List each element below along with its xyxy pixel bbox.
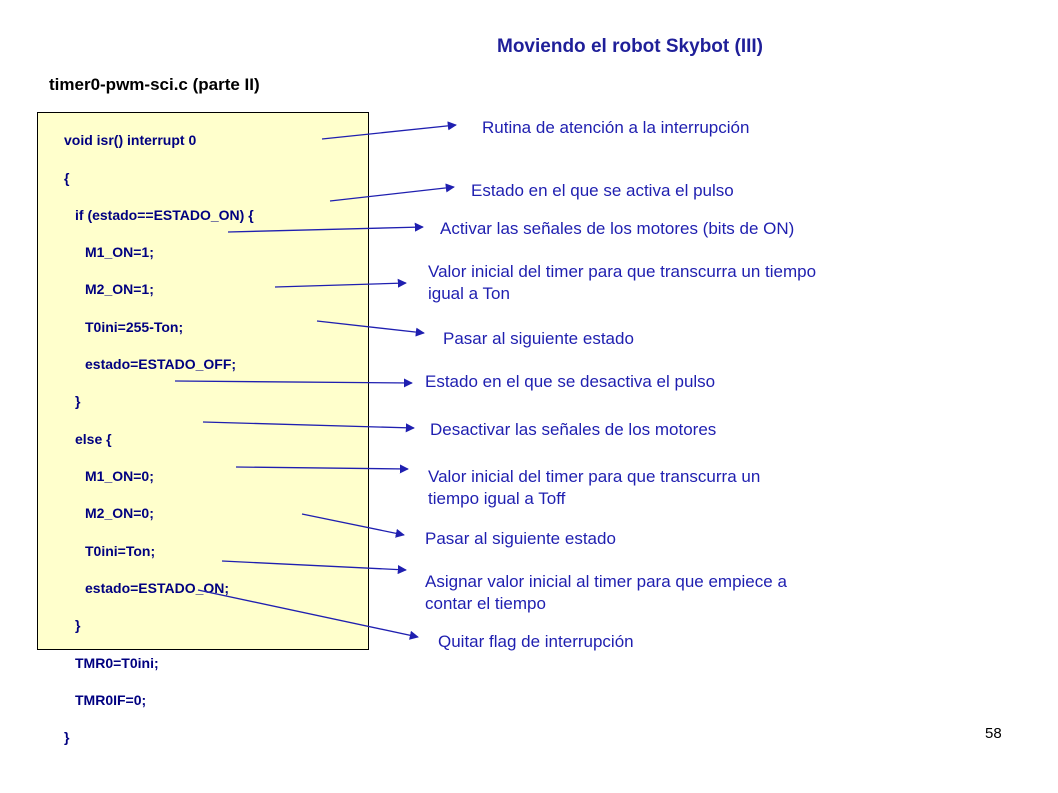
annotation-line: Estado en el que se activa el pulso (471, 181, 734, 200)
annotation-line: Desactivar las señales de los motores (430, 420, 717, 439)
code-line: void isr() interrupt 0 (64, 132, 197, 148)
annotation-line: Estado en el que se desactiva el pulso (425, 372, 716, 391)
code-line: TMR0=T0ini; (75, 655, 159, 671)
arrow (236, 467, 408, 469)
code-line: } (64, 729, 70, 745)
annotation-line: Pasar al siguiente estado (443, 329, 634, 348)
arrow (228, 227, 423, 232)
arrow (322, 125, 456, 139)
slide-title: Moviendo el robot Skybot (III) (497, 36, 763, 57)
annotation-line: Activar las señales de los motores (bits de ON) (440, 219, 795, 238)
annotation-line: igual a Ton (428, 284, 510, 303)
annotation-line: Valor inicial del timer para que transcurra un (428, 467, 761, 486)
arrow (198, 590, 418, 637)
arrow (330, 187, 454, 201)
arrow (222, 561, 406, 570)
code-line: M2_ON=1; (85, 281, 154, 297)
arrow (302, 514, 404, 535)
code-line: estado=ESTADO_ON; (85, 580, 230, 596)
annotation-line: Quitar flag de interrupción (438, 632, 634, 651)
code-line: TMR0IF=0; (75, 692, 147, 708)
page-number: 58 (985, 725, 1002, 742)
arrow (203, 422, 414, 428)
slide-subtitle: timer0-pwm-sci.c (parte II) (49, 75, 260, 94)
annotation-line: Rutina de atención a la interrupción (482, 118, 750, 137)
annotation-line: Pasar al siguiente estado (425, 529, 616, 548)
code-line: T0ini=Ton; (85, 543, 156, 559)
arrow (275, 283, 406, 287)
arrow (317, 321, 424, 333)
code-line: M2_ON=0; (85, 505, 154, 521)
annotation-line: Valor inicial del timer para que transcurra un tiempo (428, 262, 817, 281)
arrow (175, 381, 412, 383)
code-line: else { (75, 431, 112, 447)
code-line: if (estado==ESTADO_ON) { (75, 207, 254, 223)
code-line: M1_ON=1; (85, 244, 154, 260)
code-line: T0ini=255-Ton; (85, 319, 184, 335)
code-line: M1_ON=0; (85, 468, 154, 484)
annotation-line: contar el tiempo (425, 594, 546, 613)
code-line: { (64, 170, 70, 186)
annotation-line: tiempo igual a Toff (428, 489, 566, 508)
code-line: } (75, 617, 81, 633)
code-line: estado=ESTADO_OFF; (85, 356, 237, 372)
code-line: } (75, 393, 81, 409)
annotation-line: Asignar valor inicial al timer para que empiece a (425, 572, 787, 591)
